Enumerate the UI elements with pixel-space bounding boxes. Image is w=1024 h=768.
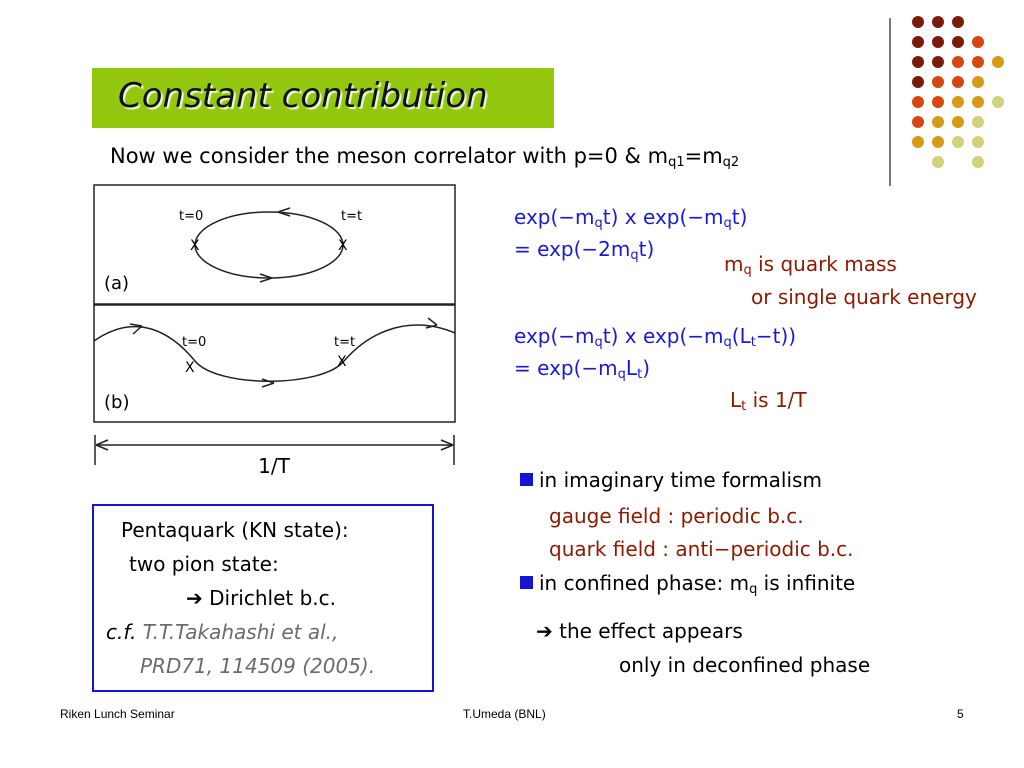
panel-b-frame [94,305,455,422]
eq1-l1-b: t) x exp(−m [602,205,724,229]
bullet-1-text: in imaginary time formalism [539,468,822,492]
eq2-line2 [514,356,650,382]
note2-b: is 1/T [746,388,807,412]
panel-a-tt: t=t [341,209,363,224]
bullet-2 [520,571,855,597]
bullet-1 [520,468,822,492]
note1-b: is quark mass [751,252,897,276]
note1-line1 [724,252,897,278]
bullet-1-line2: quark field : anti−periodic b.c. [549,537,854,561]
panel-a-x-left: X [190,238,200,254]
note1-line2: or single quark energy [751,285,977,309]
panel-b-curve [94,325,455,381]
panel-b-arrow-mid [262,379,274,387]
eq1-l2-a: = exp(−2m [514,237,631,261]
penta-line3 [186,586,336,610]
panel-a-frame [94,185,455,304]
panel-a-label: (a) [104,273,130,294]
eq1-l2-sub: q [630,248,639,263]
page-number: 5 [957,707,964,721]
penta-cf: c.f. [106,620,137,644]
eq2-l2-b: L [625,356,638,380]
eq1-l2-b: t) [638,237,655,261]
eq1-l1-sub2: q [723,216,732,231]
arrow-right-icon: ➔ [536,619,560,643]
arrow-line1 [536,619,743,643]
intro-sub1: q1 [668,155,685,170]
penta-ref1 [106,620,338,644]
eq1-line1 [514,205,747,231]
eq2-l2-c: ) [642,356,650,380]
note2-a: L [730,388,742,412]
penta-line3-text: Dirichlet b.c. [209,586,336,610]
bullet-square-icon [520,473,533,486]
eq2-l2-a: = exp(−m [514,356,618,380]
panel-b-x-right: X [337,354,347,370]
panel-b-label: (b) [104,392,130,413]
eq2-l1-sub1: q [594,335,603,350]
eq2-l1-a: exp(−m [514,324,595,348]
note2 [730,388,807,414]
arrow-right-icon: ➔ [186,586,210,610]
eq1-l1-a: exp(−m [514,205,595,229]
eq2-l1-d: −t)) [755,324,797,348]
intro-text [110,144,739,170]
divider-line [889,18,891,186]
eq1-l1-sub1: q [594,216,603,231]
footer-left: Riken Lunch Seminar [60,707,175,721]
eq2-l1-c: (L [731,324,751,348]
panel-a-x-right: X [338,238,348,254]
note2-sub: t [741,399,747,414]
penta-ref1-text: T.T.Takahashi et al., [136,620,339,644]
eq2-l2-sub1: q [617,367,626,382]
dot-grid [912,16,1004,168]
footer-center: T.Umeda (BNL) [463,707,546,721]
panel-b-t0: t=0 [182,335,207,350]
intro-main: Now we consider the meson correlator with p=0 & m [110,144,669,168]
penta-ref2: PRD71, 114509 (2005). [140,654,376,678]
panel-b-tt: t=t [334,335,356,350]
bullet-square-icon [520,576,533,589]
intro-sub2: q2 [722,155,740,170]
eq2-l1-sub3: t [750,335,756,350]
correlator-diagram [92,183,460,483]
penta-line2: two pion state: [129,552,279,576]
bullet-2-a: in confined phase: m [539,571,750,595]
arrow-line2: only in deconfined phase [619,653,871,677]
panel-a-loop [195,212,343,278]
penta-line1: Pentaquark (KN state): [121,518,349,542]
eq2-l1-b: t) x exp(−m [602,324,724,348]
bullet-2-sub: q [749,582,758,597]
slide-title: Constant contribution [118,76,488,116]
bullet-1-line1: gauge field : periodic b.c. [549,504,804,528]
panel-b-arrow-left [130,324,142,334]
eq2-line1 [514,324,796,350]
panel-a-t0: t=0 [179,209,204,224]
arrow-line1-text: the effect appears [559,619,743,643]
decorative-dot-cluster [905,12,1020,172]
eq2-l2-sub2: t [637,367,643,382]
dim-label: 1/T [258,454,290,478]
eq1-line2 [514,237,654,263]
bullet-2-b: is infinite [757,571,856,595]
panel-b-x-left: X [185,360,195,376]
note1-sub: q [743,263,752,278]
eq1-l1-c: t) [731,205,748,229]
eq2-l1-sub2: q [723,335,732,350]
intro-eq: =m [684,144,723,168]
note1-a: m [724,252,744,276]
